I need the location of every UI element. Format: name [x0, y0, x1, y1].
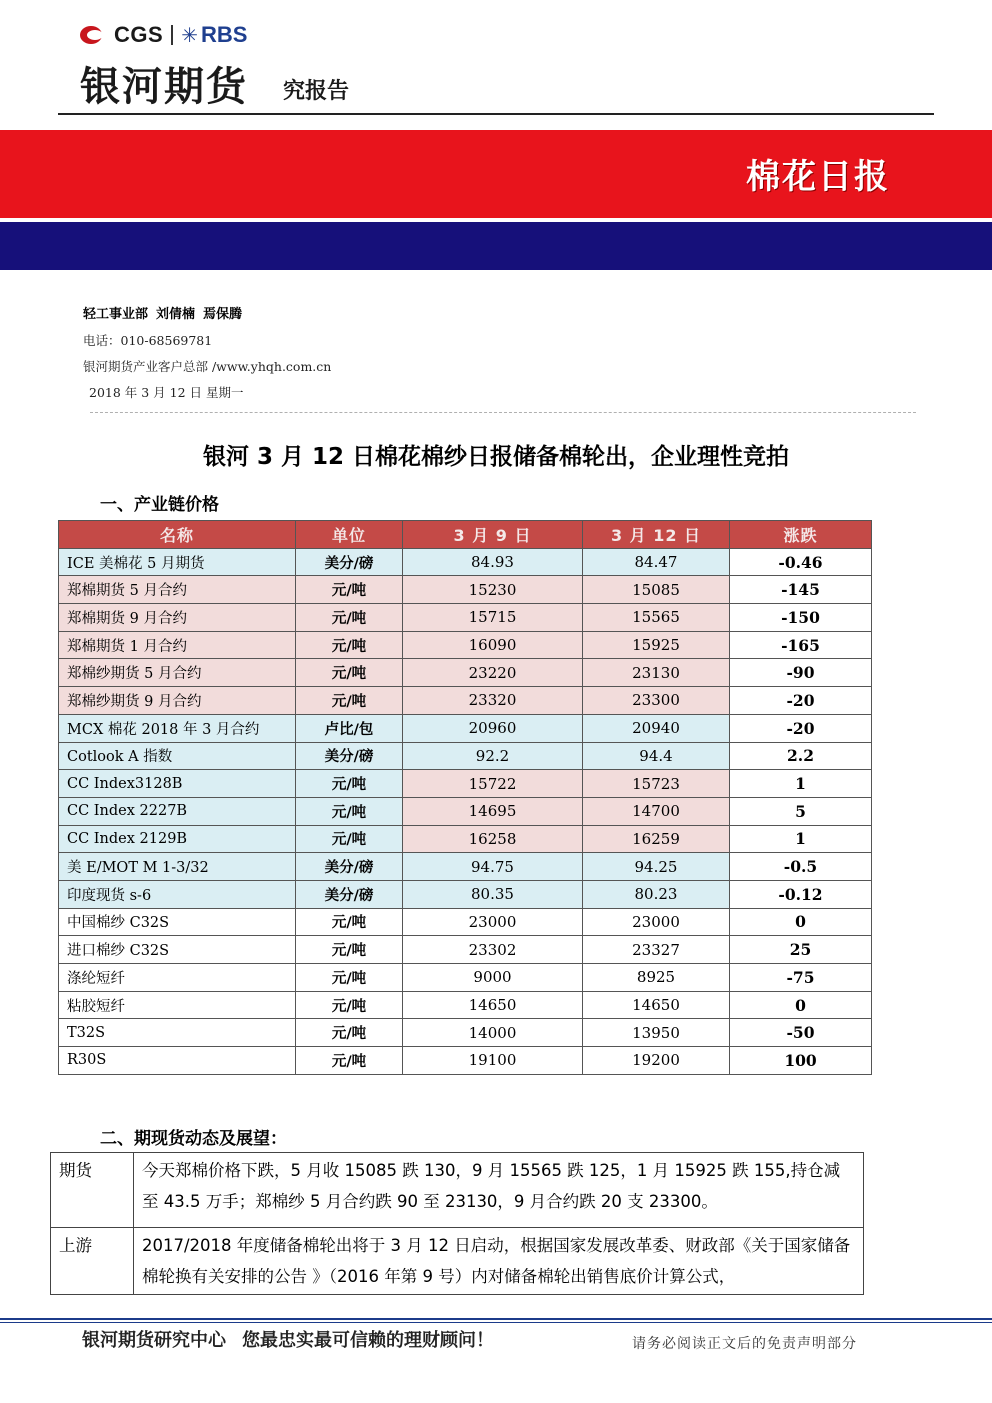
col-header-name: 名称 — [59, 521, 296, 549]
cell-date2: 16259 — [583, 825, 730, 853]
cell-date2: 15723 — [583, 770, 730, 798]
footer-tagline: 您最忠实最可信赖的理财顾问！ — [242, 1330, 494, 1351]
footer-slogan — [82, 1326, 510, 1352]
table-row — [59, 604, 872, 632]
cell-date1: 80.35 — [403, 880, 583, 908]
cell-unit: 元/吨 — [296, 964, 403, 992]
section-2-title: 二、期现货动态及展望： — [100, 1129, 287, 1149]
cell-name: CC Index 2227B — [59, 797, 296, 825]
cell-name: 中国棉纱 C32S — [59, 908, 296, 936]
footer-divider — [0, 1318, 992, 1320]
cell-date1: 14000 — [403, 1019, 583, 1047]
cell-unit: 元/吨 — [296, 659, 403, 687]
cell-name: Cotlook A 指数 — [59, 742, 296, 770]
cell-name: 郑棉纱期货 9 月合约 — [59, 687, 296, 715]
col-header-date2: 3 月 12 日 — [583, 521, 730, 549]
table-row — [59, 908, 872, 936]
outlook-label: 期货 — [51, 1153, 134, 1228]
outlook-label: 上游 — [51, 1228, 134, 1295]
cell-name: 印度现货 s-6 — [59, 880, 296, 908]
cell-unit: 美分/磅 — [296, 548, 403, 576]
cell-unit: 元/吨 — [296, 770, 403, 798]
table-row — [59, 659, 872, 687]
phone: 电话：010-68569781 — [83, 333, 213, 348]
cell-change: 1 — [730, 770, 872, 798]
cell-name: 郑棉期货 1 月合约 — [59, 631, 296, 659]
table-row — [59, 936, 872, 964]
cell-unit: 元/吨 — [296, 687, 403, 715]
table-row — [59, 853, 872, 881]
cell-change: -0.12 — [730, 880, 872, 908]
brand-subtitle: 究报告 — [283, 79, 350, 104]
cell-unit: 元/吨 — [296, 825, 403, 853]
cell-unit: 美分/磅 — [296, 853, 403, 881]
cell-date2: 8925 — [583, 964, 730, 992]
table-row — [59, 714, 872, 742]
cell-unit: 元/吨 — [296, 604, 403, 632]
banner-navy — [0, 222, 992, 270]
cell-name: 郑棉期货 9 月合约 — [59, 604, 296, 632]
cell-name: ICE 美棉花 5 月期货 — [59, 548, 296, 576]
logo-divider — [171, 25, 173, 45]
cell-date2: 14650 — [583, 991, 730, 1019]
table-row — [59, 797, 872, 825]
cell-name: 粘胶短纤 — [59, 991, 296, 1019]
table-row — [59, 576, 872, 604]
cell-date1: 23220 — [403, 659, 583, 687]
report-title: 银河 3 月 12 日棉花棉纱日报储备棉轮出，企业理性竞拍 — [202, 444, 790, 470]
cell-unit: 元/吨 — [296, 1047, 403, 1075]
outlook-text: 今天郑棉价格下跌，5 月收 15085 跌 130，9 月 15565 跌 125，1 月 15925 跌 155,持仓减至 43.5 万手；郑棉纱 5 月合约跌 90 至 23130，9 月合约跌 20 支 23300。 — [134, 1153, 864, 1228]
price-table-header — [59, 521, 872, 549]
outlook-text: 2017/2018 年度储备棉轮出将于 3 月 12 日启动，根据国家发展改革委、财政部《关于国家储备棉轮换有关安排的公告 》（2016 年第 9 号）内对储备棉轮出销售底价计算公式， — [134, 1228, 864, 1295]
footer-org: 银河期货研究中心 — [82, 1330, 226, 1351]
banner-title: 棉花日报 — [746, 157, 890, 197]
cell-change: -75 — [730, 964, 872, 992]
col-header-change: 涨跌 — [730, 521, 872, 549]
cell-date2: 94.4 — [583, 742, 730, 770]
cell-name: 郑棉期货 5 月合约 — [59, 576, 296, 604]
author-name-1: 刘倩楠 — [156, 307, 196, 322]
cell-name: CC Index 2129B — [59, 825, 296, 853]
cell-date2: 23327 — [583, 936, 730, 964]
cell-change: -165 — [730, 631, 872, 659]
cell-date1: 16258 — [403, 825, 583, 853]
cell-date1: 9000 — [403, 964, 583, 992]
cell-change: -90 — [730, 659, 872, 687]
cell-name: 进口棉纱 C32S — [59, 936, 296, 964]
cell-name: CC Index3128B — [59, 770, 296, 798]
section-1-title: 一、产业链价格 — [100, 495, 219, 515]
cell-name: 郑棉纱期货 5 月合约 — [59, 659, 296, 687]
cell-change: 1 — [730, 825, 872, 853]
cell-date2: 94.25 — [583, 853, 730, 881]
author-name-2: 焉保腾 — [203, 307, 243, 322]
table-row — [59, 687, 872, 715]
cell-date1: 84.93 — [403, 548, 583, 576]
cell-date1: 14650 — [403, 991, 583, 1019]
cell-change: -0.5 — [730, 853, 872, 881]
cell-date1: 15722 — [403, 770, 583, 798]
cell-date2: 80.23 — [583, 880, 730, 908]
cell-date2: 15565 — [583, 604, 730, 632]
cell-date1: 19100 — [403, 1047, 583, 1075]
cell-unit: 元/吨 — [296, 631, 403, 659]
col-header-date1: 3 月 9 日 — [403, 521, 583, 549]
cell-change: 0 — [730, 991, 872, 1019]
cell-name: R30S — [59, 1047, 296, 1075]
cell-date1: 23320 — [403, 687, 583, 715]
table-row — [59, 770, 872, 798]
cell-date2: 20940 — [583, 714, 730, 742]
cell-unit: 元/吨 — [296, 797, 403, 825]
cell-change: -20 — [730, 687, 872, 715]
outlook-table — [50, 1152, 864, 1295]
header-divider — [58, 113, 934, 115]
cell-date2: 15925 — [583, 631, 730, 659]
author-line — [83, 303, 250, 322]
table-row — [59, 1019, 872, 1047]
cell-unit: 元/吨 — [296, 908, 403, 936]
logo-rbs-text: RBS — [200, 22, 248, 47]
cell-name: 美 E/MOT M 1-3/32 — [59, 853, 296, 881]
cell-change: -145 — [730, 576, 872, 604]
cell-unit: 美分/磅 — [296, 880, 403, 908]
cell-date1: 15230 — [403, 576, 583, 604]
cell-date2: 19200 — [583, 1047, 730, 1075]
cell-name: 涤纶短纤 — [59, 964, 296, 992]
table-row — [59, 742, 872, 770]
cell-change: 25 — [730, 936, 872, 964]
cell-change: -0.46 — [730, 548, 872, 576]
rbs-logo-icon: ✳ — [181, 23, 198, 47]
cell-unit: 元/吨 — [296, 991, 403, 1019]
cell-date2: 13950 — [583, 1019, 730, 1047]
cell-date1: 92.2 — [403, 742, 583, 770]
table-row — [59, 964, 872, 992]
cell-date1: 15715 — [403, 604, 583, 632]
cell-unit: 元/吨 — [296, 1019, 403, 1047]
cell-date1: 94.75 — [403, 853, 583, 881]
department: 轻工事业部 — [83, 307, 149, 322]
logo-cgs-text: CGS — [114, 22, 164, 47]
cell-date2: 23300 — [583, 687, 730, 715]
dashed-divider — [90, 412, 916, 413]
cell-change: 0 — [730, 908, 872, 936]
price-table — [58, 520, 872, 1075]
table-row — [59, 991, 872, 1019]
logo — [80, 20, 247, 50]
brand-name: 银河期货 — [80, 64, 248, 110]
cell-name: MCX 棉花 2018 年 3 月合约 — [59, 714, 296, 742]
cell-date2: 23000 — [583, 908, 730, 936]
cell-change: -150 — [730, 604, 872, 632]
cell-unit: 美分/磅 — [296, 742, 403, 770]
cell-change: 2.2 — [730, 742, 872, 770]
cell-change: -20 — [730, 714, 872, 742]
footer-disclaimer: 请务必阅读正文后的免责声明部分 — [632, 1336, 857, 1352]
col-header-unit: 单位 — [296, 521, 403, 549]
cell-date2: 23130 — [583, 659, 730, 687]
cell-unit: 元/吨 — [296, 576, 403, 604]
report-date: 2018 年 3 月 12 日 星期一 — [89, 385, 244, 400]
outlook-row-upstream — [51, 1228, 864, 1295]
cell-change: -50 — [730, 1019, 872, 1047]
website-line: 银河期货产业客户总部 /www.yhqh.com.cn — [83, 359, 332, 374]
cell-date1: 20960 — [403, 714, 583, 742]
cell-name: T32S — [59, 1019, 296, 1047]
cell-date1: 16090 — [403, 631, 583, 659]
cell-date2: 14700 — [583, 797, 730, 825]
outlook-row-futures — [51, 1153, 864, 1228]
cell-date2: 84.47 — [583, 548, 730, 576]
cell-unit: 元/吨 — [296, 936, 403, 964]
cell-date1: 23000 — [403, 908, 583, 936]
cell-change: 100 — [730, 1047, 872, 1075]
table-row — [59, 548, 872, 576]
cell-unit: 卢比/包 — [296, 714, 403, 742]
cell-date1: 14695 — [403, 797, 583, 825]
table-row — [59, 880, 872, 908]
cell-date1: 23302 — [403, 936, 583, 964]
table-row — [59, 631, 872, 659]
table-row — [59, 825, 872, 853]
cgs-logo-icon — [80, 24, 110, 46]
cell-change: 5 — [730, 797, 872, 825]
table-row — [59, 1047, 872, 1075]
cell-date2: 15085 — [583, 576, 730, 604]
